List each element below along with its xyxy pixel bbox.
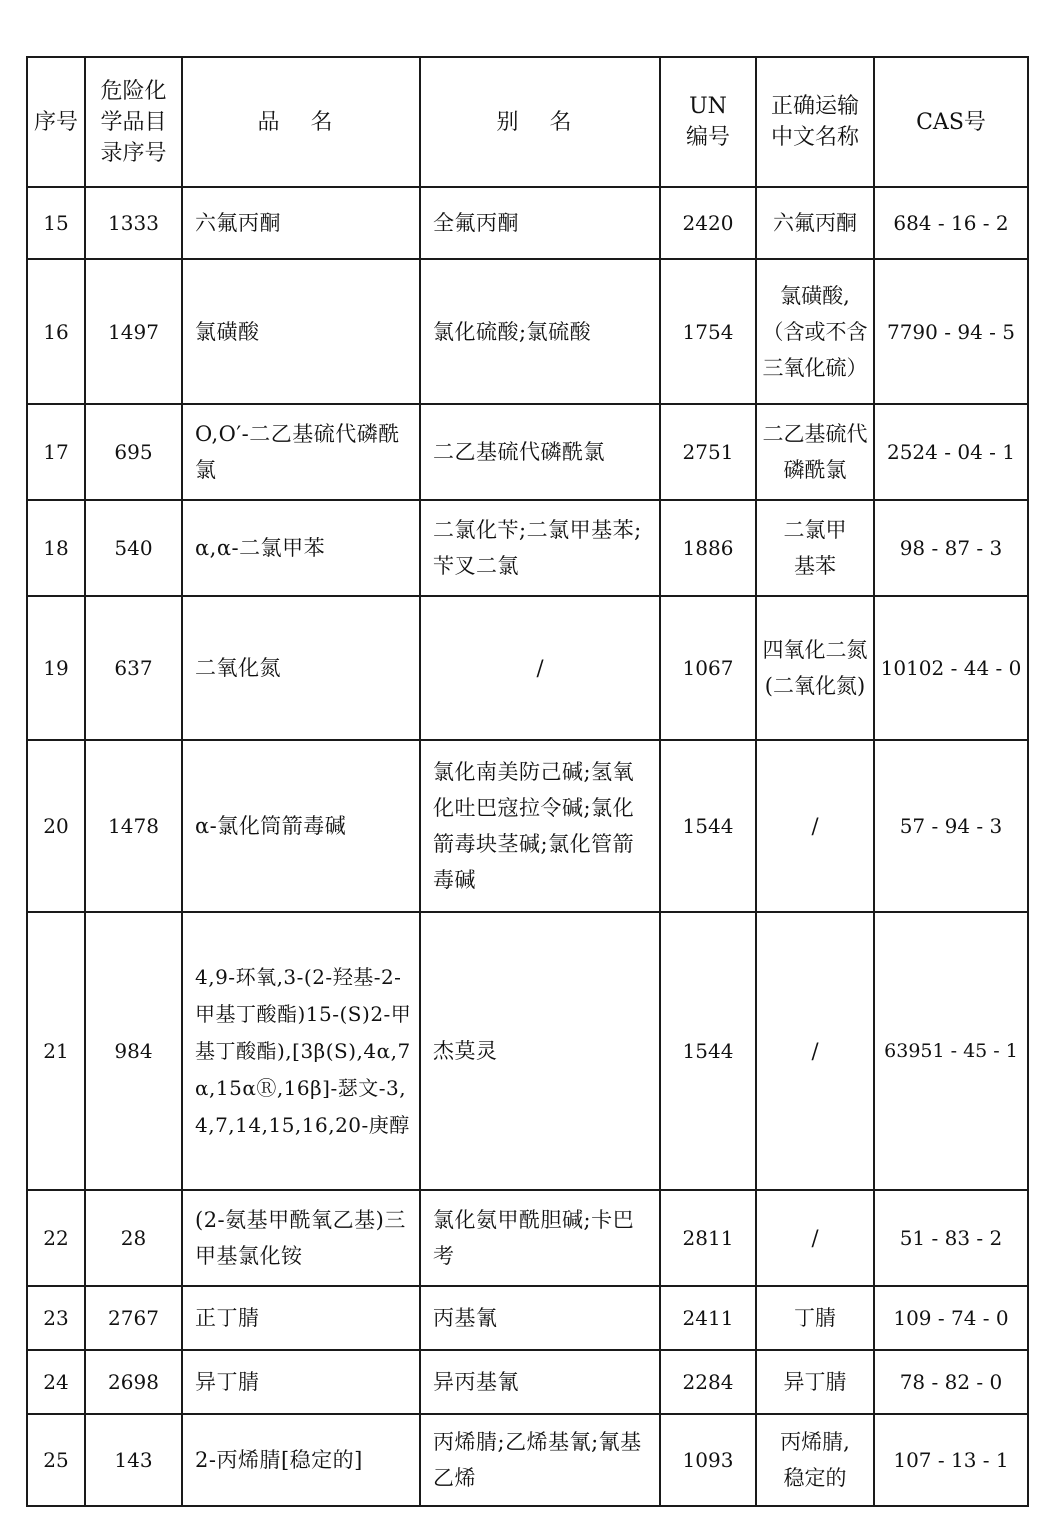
cell-seq: 21 (27, 912, 85, 1190)
cell-cas: 2524 - 04 - 1 (874, 404, 1028, 500)
cell-alias: 氯化硫酸;氯硫酸 (420, 259, 660, 404)
cell-seq: 23 (27, 1286, 85, 1350)
cell-cas: 684 - 16 - 2 (874, 187, 1028, 259)
cell-alias: 二乙基硫代磷酰氯 (420, 404, 660, 500)
table-row (27, 596, 1028, 740)
cell-un: 2811 (660, 1190, 756, 1286)
cell-un: 2284 (660, 1350, 756, 1414)
table-row (27, 1414, 1028, 1506)
cell-seq: 18 (27, 500, 85, 596)
cell-name: 六氟丙酮 (182, 187, 420, 259)
cell-name: 二氧化氮 (182, 596, 420, 740)
cell-name: 正丁腈 (182, 1286, 420, 1350)
header-row (27, 57, 1028, 187)
cell-un: 1754 (660, 259, 756, 404)
cell-catalog: 1478 (85, 740, 182, 912)
cell-alias: 氯化氨甲酰胆碱;卡巴考 (420, 1190, 660, 1286)
header-catalog: 危险化学品目录序号 (85, 57, 182, 187)
cell-seq: 25 (27, 1414, 85, 1506)
cell-catalog: 695 (85, 404, 182, 500)
cell-cas: 109 - 74 - 0 (874, 1286, 1028, 1350)
header-shipping-name: 正确运输中文名称 (756, 57, 874, 187)
cell-shipping-name: 丙烯腈,稳定的 (756, 1414, 874, 1506)
cell-alias: 杰莫灵 (420, 912, 660, 1190)
cell-cas: 63951 - 45 - 1 (874, 912, 1028, 1190)
cell-catalog: 984 (85, 912, 182, 1190)
cell-name: (2-氨基甲酰氧乙基)三甲基氯化铵 (182, 1190, 420, 1286)
cell-name: 2-丙烯腈[稳定的] (182, 1414, 420, 1506)
cell-name: α,α-二氯甲苯 (182, 500, 420, 596)
header-cas: CAS号 (874, 57, 1028, 187)
cell-alias: 二氯化苄;二氯甲基苯;苄叉二氯 (420, 500, 660, 596)
table-row (27, 740, 1028, 912)
cell-catalog: 1333 (85, 187, 182, 259)
cell-cas: 10102 - 44 - 0 (874, 596, 1028, 740)
cell-shipping-name: 二氯甲基苯 (756, 500, 874, 596)
cell-shipping-name: 六氟丙酮 (756, 187, 874, 259)
cell-catalog: 1497 (85, 259, 182, 404)
cell-shipping-name: / (756, 740, 874, 912)
cell-shipping-name: / (756, 1190, 874, 1286)
cell-shipping-name: 氯磺酸,（含或不含三氧化硫） (756, 259, 874, 404)
table-row (27, 259, 1028, 404)
cell-shipping-name: 四氧化二氮(二氧化氮) (756, 596, 874, 740)
cell-shipping-name: 异丁腈 (756, 1350, 874, 1414)
header-name: 品 名 (182, 57, 420, 187)
cell-un: 1544 (660, 912, 756, 1190)
cell-cas: 107 - 13 - 1 (874, 1414, 1028, 1506)
cell-shipping-name: 丁腈 (756, 1286, 874, 1350)
cell-shipping-name: 二乙基硫代磷酰氯 (756, 404, 874, 500)
cell-cas: 98 - 87 - 3 (874, 500, 1028, 596)
table-row (27, 1286, 1028, 1350)
cell-catalog: 2698 (85, 1350, 182, 1414)
cell-shipping-name: / (756, 912, 874, 1190)
cell-un: 1067 (660, 596, 756, 740)
cell-cas: 51 - 83 - 2 (874, 1190, 1028, 1286)
cell-cas: 78 - 82 - 0 (874, 1350, 1028, 1414)
cell-seq: 19 (27, 596, 85, 740)
cell-seq: 15 (27, 187, 85, 259)
table-row (27, 500, 1028, 596)
cell-un: 2420 (660, 187, 756, 259)
cell-catalog: 28 (85, 1190, 182, 1286)
cell-alias: 异丙基氰 (420, 1350, 660, 1414)
table-row (27, 187, 1028, 259)
header-un: UN编号 (660, 57, 756, 187)
cell-seq: 17 (27, 404, 85, 500)
cell-un: 1886 (660, 500, 756, 596)
cell-catalog: 637 (85, 596, 182, 740)
header-alias: 别 名 (420, 57, 660, 187)
cell-cas: 7790 - 94 - 5 (874, 259, 1028, 404)
table-row (27, 404, 1028, 500)
cell-seq: 20 (27, 740, 85, 912)
cell-cas: 57 - 94 - 3 (874, 740, 1028, 912)
table-row (27, 1350, 1028, 1414)
cell-un: 2411 (660, 1286, 756, 1350)
chemical-table (26, 56, 1029, 1507)
cell-name: 氯磺酸 (182, 259, 420, 404)
cell-seq: 24 (27, 1350, 85, 1414)
cell-alias: 氯化南美防己碱;氢氧化吐巴寇拉令碱;氯化箭毒块茎碱;氯化管箭毒碱 (420, 740, 660, 912)
cell-name: 4,9-环氧,3-(2-羟基-2-甲基丁酸酯)15-(S)2-甲基丁酸酯),[3β(S),4α,7α,15αⓇ,16β]-瑟文-3,4,7,14,15,16,20-庚醇 (182, 912, 420, 1190)
cell-catalog: 2767 (85, 1286, 182, 1350)
cell-un: 1093 (660, 1414, 756, 1506)
table-row (27, 912, 1028, 1190)
cell-catalog: 540 (85, 500, 182, 596)
cell-alias: 丙烯腈;乙烯基氰;氰基乙烯 (420, 1414, 660, 1506)
cell-name: O,O′-二乙基硫代磷酰氯 (182, 404, 420, 500)
cell-seq: 22 (27, 1190, 85, 1286)
cell-alias: / (420, 596, 660, 740)
cell-catalog: 143 (85, 1414, 182, 1506)
table-row (27, 1190, 1028, 1286)
cell-alias: 丙基氰 (420, 1286, 660, 1350)
cell-seq: 16 (27, 259, 85, 404)
header-seq: 序号 (27, 57, 85, 187)
cell-alias: 全氟丙酮 (420, 187, 660, 259)
cell-un: 1544 (660, 740, 756, 912)
cell-name: 异丁腈 (182, 1350, 420, 1414)
cell-un: 2751 (660, 404, 756, 500)
cell-name: α-氯化筒箭毒碱 (182, 740, 420, 912)
